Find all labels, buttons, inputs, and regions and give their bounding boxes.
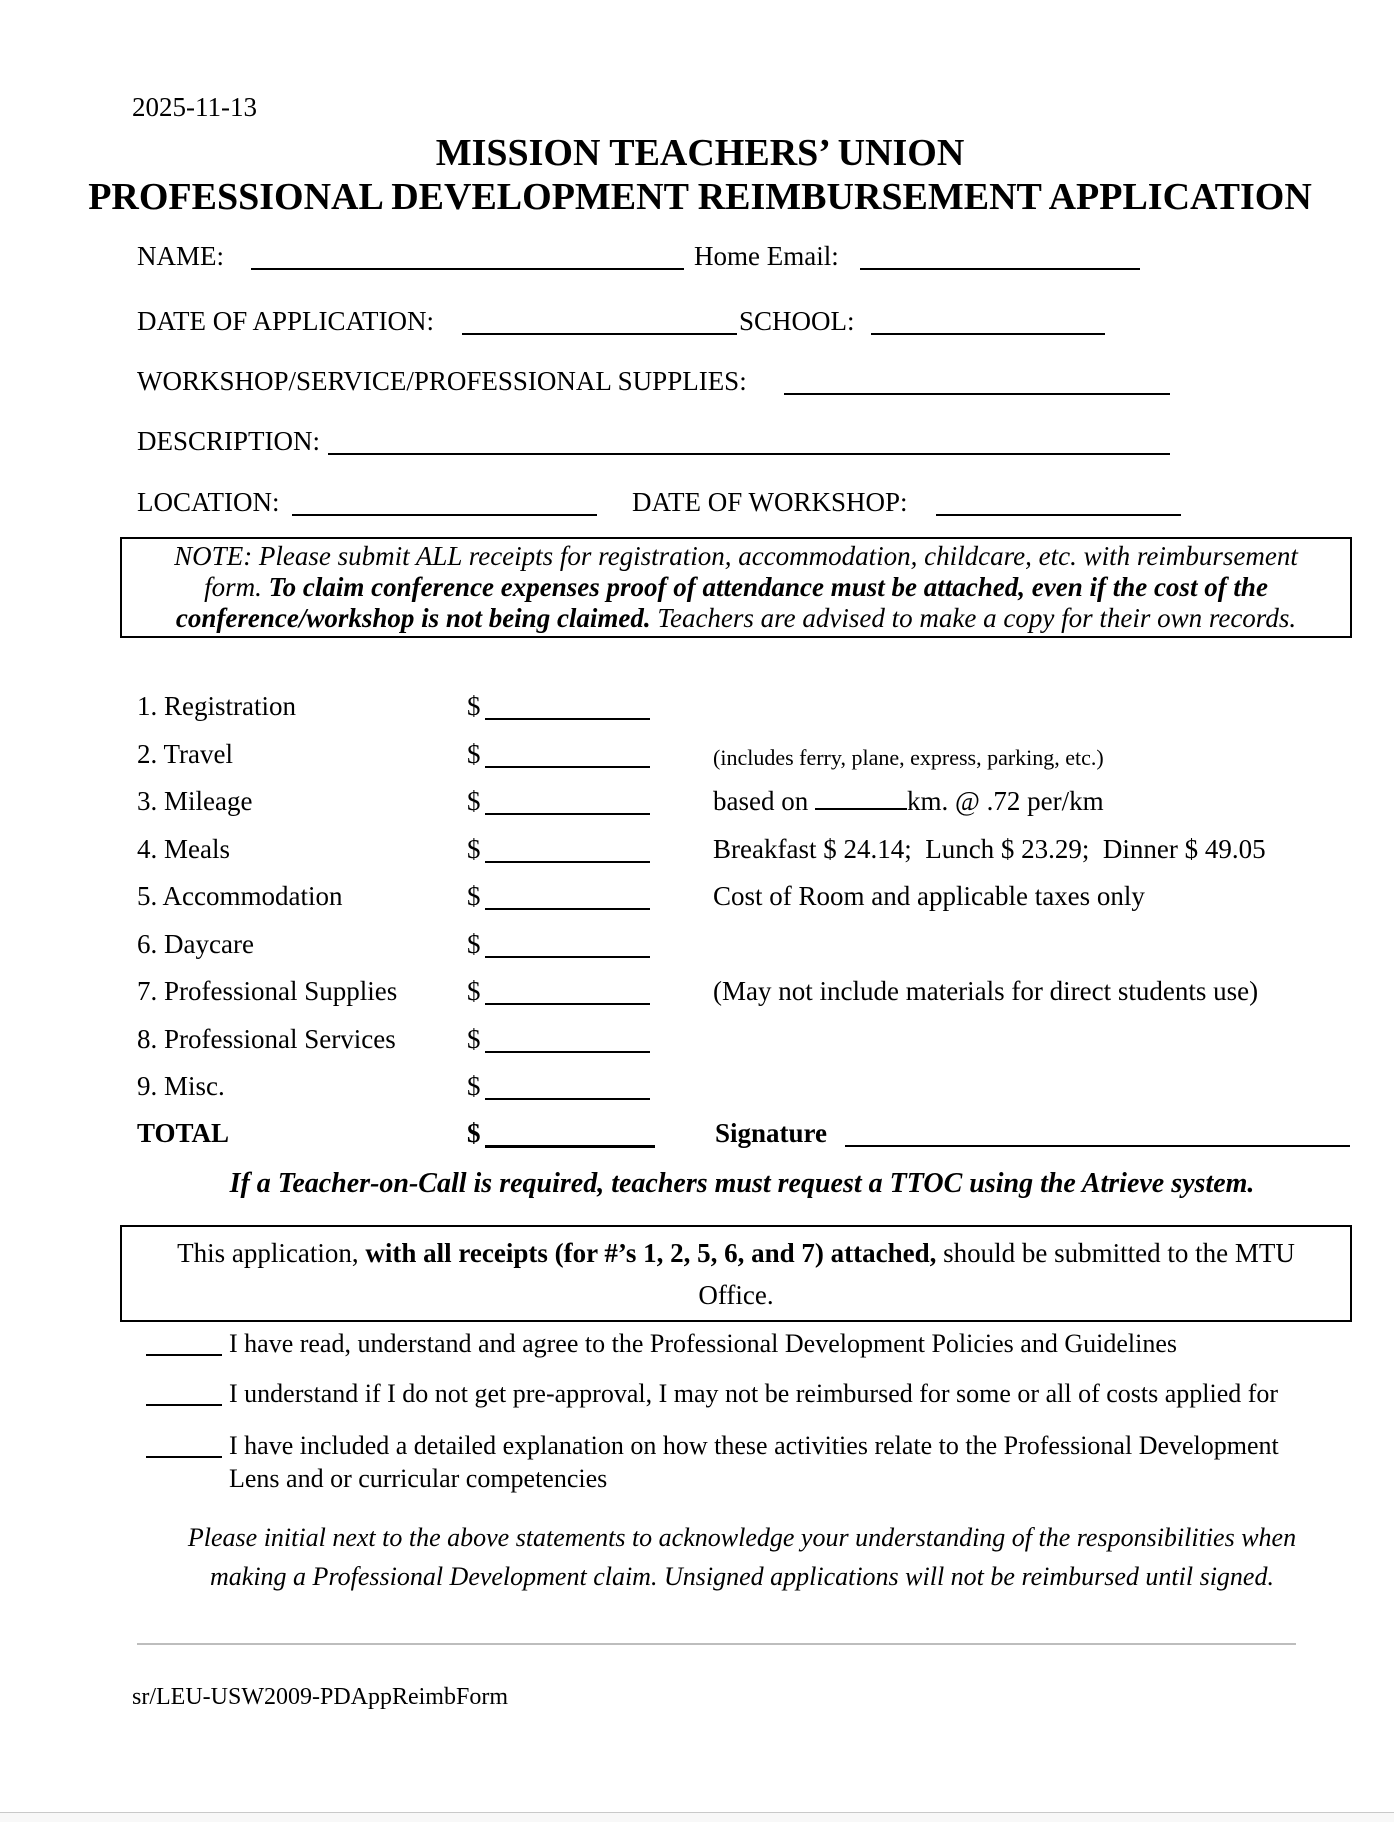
amount-fill-line	[485, 956, 650, 958]
initial-fill-line	[146, 1354, 222, 1356]
print-date: 2025-11-13	[132, 92, 257, 122]
receipts-note-text	[122, 541, 1350, 634]
receipts-note-part3: Teachers are advised to make a copy for their own records.	[650, 603, 1297, 633]
expense-item-label: 8. Professional Services	[137, 1023, 396, 1054]
total-currency-symbol: $	[467, 1118, 481, 1148]
expense-item-note: (includes ferry, plane, express, parking, etc.)	[713, 744, 1104, 770]
expense-row	[0, 974, 1394, 1022]
acknowledgement-text-line: Lens and or curricular competencies	[229, 1464, 608, 1493]
expense-row	[0, 1022, 1394, 1070]
expense-item-label: 5. Accommodation	[137, 881, 343, 911]
submit-instruction-part2-bold: with all receipts (for #’s 1, 2, 5, 6, and 7) attached,	[365, 1237, 937, 1268]
form-title	[80, 131, 1320, 219]
total-label: TOTAL	[137, 1118, 230, 1148]
initial-fill-line	[146, 1456, 222, 1458]
currency-symbol: $	[467, 691, 481, 721]
expense-row	[0, 689, 1394, 737]
description-label: DESCRIPTION:	[137, 426, 321, 456]
receipts-note-part1: NOTE: Please submit ALL receipts for registration, accommodation, childcare, etc. with reimbursement form.	[174, 541, 1298, 602]
expense-item-label: 7. Professional Supplies	[137, 976, 398, 1006]
currency-symbol: $	[467, 833, 481, 864]
currency-symbol: $	[467, 1023, 481, 1054]
expense-item-label: 9. Misc.	[137, 1071, 225, 1101]
amount-fill-line	[485, 1051, 650, 1053]
expense-row	[0, 737, 1394, 785]
form-title-line2: PROFESSIONAL DEVELOPMENT REIMBURSEMENT APPLICATION	[88, 176, 1312, 218]
expense-row	[0, 927, 1394, 975]
submit-instruction-text	[122, 1232, 1350, 1316]
acknowledgement-text-line: I understand if I do not get pre-approval, I may not be reimbursed for some or all of costs applied for	[229, 1379, 1279, 1408]
currency-symbol: $	[467, 786, 481, 816]
workshop-label: WORKSHOP/SERVICE/PROFESSIONAL SUPPLIES:	[137, 366, 747, 396]
home-email-label: Home Email:	[694, 241, 839, 271]
mileage-km-fill-line	[815, 808, 907, 810]
location-fill-line	[292, 514, 597, 516]
viewer-bottom-edge	[0, 1812, 1394, 1822]
receipts-note-part2-bold: To claim conference expenses proof of attendance must be attached, even if the cost of the conference/workshop is not being claimed.	[175, 572, 1268, 633]
signature-label: Signature	[715, 1118, 828, 1148]
footer-form-code: sr/LEU-USW2009-PDAppReimbForm	[132, 1684, 508, 1710]
total-amount-line	[485, 1145, 655, 1148]
currency-symbol: $	[467, 928, 481, 959]
amount-fill-line	[485, 766, 650, 768]
description-fill-line	[328, 453, 1170, 455]
acknowledgement-text	[229, 1429, 1279, 1495]
date-of-workshop-fill-line	[936, 514, 1181, 516]
expense-item-label: 2. Travel	[137, 738, 234, 769]
date-of-application-label: DATE OF APPLICATION:	[137, 306, 435, 336]
expense-row	[0, 832, 1394, 880]
expense-item-label: 3. Mileage	[137, 786, 253, 816]
mileage-note-prefix: based on	[713, 786, 815, 816]
expense-item-label: 6. Daycare	[137, 928, 254, 959]
amount-fill-line	[485, 861, 650, 863]
currency-symbol: $	[467, 881, 481, 911]
expense-item-note	[713, 784, 1104, 818]
initials-note-line: Please initial next to the above statements to acknowledge your understanding of the responsibilities when	[187, 1523, 1297, 1552]
expense-item-note: Breakfast $ 24.14; Lunch $ 23.29; Dinner $ 49.05	[713, 833, 1266, 864]
amount-fill-line	[485, 1003, 650, 1005]
amount-fill-line	[485, 908, 650, 910]
location-label: LOCATION:	[137, 487, 280, 517]
receipts-note-box	[120, 537, 1352, 638]
amount-fill-line	[485, 718, 650, 720]
mileage-note-suffix: km. @ .72 per/km	[906, 786, 1104, 816]
submit-instruction-part3: should be submitted to the MTU Office.	[698, 1237, 1295, 1310]
expense-item-label: 1. Registration	[137, 691, 296, 721]
acknowledgement-text	[229, 1327, 1177, 1360]
signature-fill-line	[845, 1145, 1350, 1147]
amount-fill-line	[485, 813, 650, 815]
workshop-fill-line	[784, 393, 1170, 395]
expense-row	[0, 784, 1394, 832]
acknowledgement-text	[229, 1377, 1278, 1410]
name-fill-line	[251, 268, 684, 270]
acknowledgement-text-line: I have included a detailed explanation on how these activities relate to the Professional Development	[229, 1431, 1279, 1460]
currency-symbol: $	[467, 976, 481, 1006]
submit-instruction-box	[120, 1225, 1352, 1322]
form-title-line1: MISSION TEACHERS’ UNION	[435, 132, 965, 174]
initial-fill-line	[146, 1404, 222, 1406]
school-fill-line	[871, 333, 1105, 335]
footer-divider	[137, 1643, 1296, 1645]
ttoc-note: If a Teacher-on-Call is required, teachers must request a TTOC using the Atrieve system.	[229, 1168, 1255, 1199]
amount-fill-line	[485, 1098, 650, 1100]
date-of-application-fill-line	[462, 333, 737, 335]
expense-item-note: Cost of Room and applicable taxes only	[713, 881, 1145, 911]
home-email-fill-line	[860, 268, 1140, 270]
acknowledgement-text-line: I have read, understand and agree to the Professional Development Policies and Guidelines	[229, 1329, 1177, 1358]
initials-note	[137, 1518, 1347, 1596]
name-label: NAME:	[137, 241, 224, 271]
expense-row	[0, 879, 1394, 927]
submit-instruction-part1: This application,	[177, 1237, 366, 1268]
school-label: SCHOOL:	[739, 306, 855, 336]
date-of-workshop-label: DATE OF WORKSHOP:	[632, 487, 908, 517]
currency-symbol: $	[467, 1071, 481, 1101]
expense-row	[0, 1069, 1394, 1117]
initials-note-line: making a Professional Development claim. Unsigned applications will not be reimbursed until signed.	[210, 1562, 1274, 1591]
expense-item-note: (May not include materials for direct students use)	[713, 976, 1259, 1006]
expense-item-label: 4. Meals	[137, 833, 230, 864]
currency-symbol: $	[467, 738, 481, 769]
total-row	[0, 1116, 1394, 1164]
